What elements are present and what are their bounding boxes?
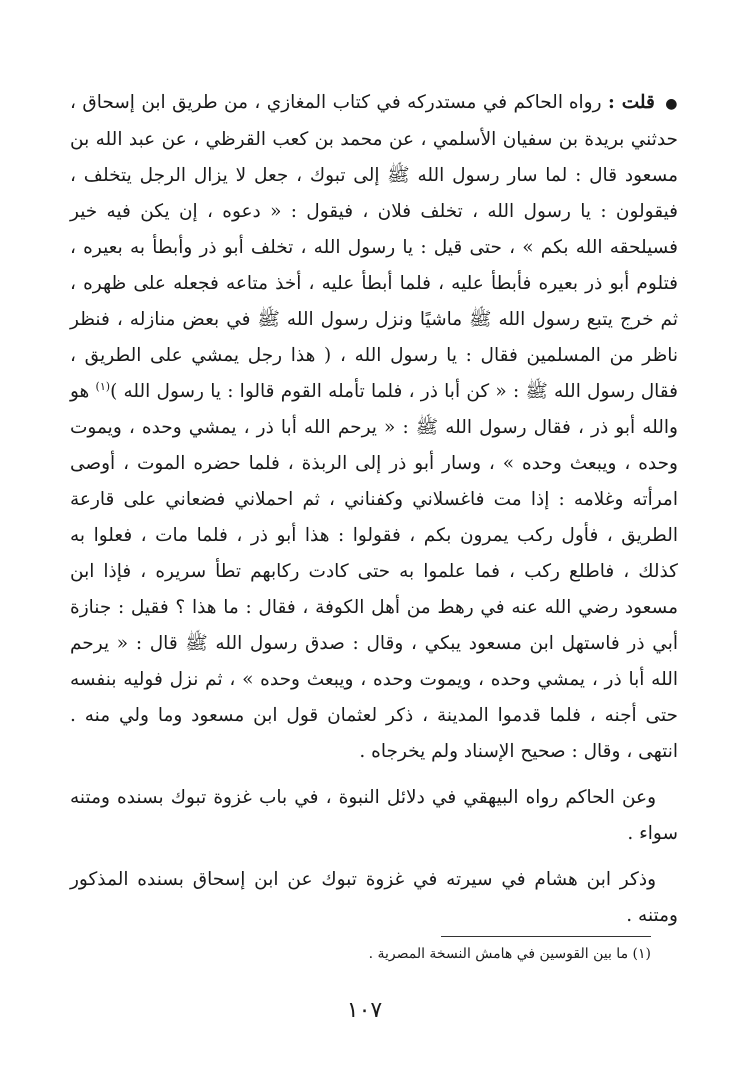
footnote-text: ما بين القوسين في هامش النسخة المصرية . <box>368 946 629 962</box>
main-text <box>70 85 678 934</box>
paragraph-text: رواه الحاكم في مستدركه في كتاب المغازي ، من طريق ابن إسحاق ، حدثني بريدة بن سفيان الأسلمي ، عن محمد بن كعب القرظي ، عن عبد الله بن مسعود قال : لما سار رسول الله ﷺ إلى تبوك ، جعل لا يزال الرجل يتخلف ، فيقولون : يا رسول الله ، تخلف فلان ، فيقول : « دعوه ، إن يكن فيه خير فسيلحقه الله بكم » ، حتى قيل : يا رسول الله ، تخلف أبو ذر وأبطأ به بعيره ، فتلوم أبو ذر بعيره فأبطأ عليه ، فلما أبطأ عليه ، أخذ متاعه فجعله على ظهره ، ثم خرج يتبع رسول الله ﷺ ماشيًا ونزل رسول الله ﷺ في بعض منازله ، فنظر ناظر من المسلمين فقال : يا رسول الله ، ( هذا رجل يمشي على الطريق ، فقال رسول الله ﷺ : « كن أبا ذر ، فلما تأمله القوم قالوا : يا رسول الله ) <box>70 92 678 402</box>
paragraph-1 <box>70 85 678 770</box>
bullet-icon: ● <box>665 96 679 112</box>
footnote-number: (١) <box>632 946 651 962</box>
paragraph-text: هو والله أبو ذر ، فقال رسول الله ﷺ : « يرحم الله أبا ذر ، يمشي وحده ، ويموت وحده ، ويبعث وحده » ، وسار أبو ذر إلى الربذة ، فلما حضره الموت ، أوصى امرأته وغلامه : إذا مت فاغسلاني وكفناني ، ثم احملاني فضعاني على قارعة الطريق ، فأول ركب يمرون بكم ، فقولوا : هذا أبو ذر ، فلما مات ، فعلوا به كذلك ، فاطلع ركب ، فما علموا به حتى كادت ركابهم تطأ سريره ، فإذا ابن مسعود رضي الله عنه في رهط من أهل الكوفة ، فقال : ما هذا ؟ فقيل : جنازة أبي ذر فاستهل ابن مسعود يبكي ، وقال : صدق رسول الله ﷺ قال : « يرحم الله أبا ذر ، يمشي وحده ، ويموت وحده ، ويبعث وحده » ، ثم نزل فوليه بنفسه حتى أجنه ، فلما قدموا المدينة ، ذكر لعثمان قول ابن مسعود وما ولي منه . انتهى ، وقال : صحيح الإسناد ولم يخرجاه . <box>70 381 678 762</box>
paragraph-2: وعن الحاكم رواه البيهقي في دلائل النبوة ، في باب غزوة تبوك بسنده ومتنه سواء . <box>70 787 678 844</box>
paragraph-3: وذكر ابن هشام في سيرته في غزوة تبوك عن ابن إسحاق بسنده المذكور ومتنه . <box>70 869 678 926</box>
footnote-reference: (١) <box>95 379 111 393</box>
paragraph-lead: قلت : <box>607 92 655 113</box>
footnote <box>91 942 651 966</box>
footnote-divider <box>441 936 651 937</box>
page-number: ١٠٧ <box>346 998 383 1023</box>
